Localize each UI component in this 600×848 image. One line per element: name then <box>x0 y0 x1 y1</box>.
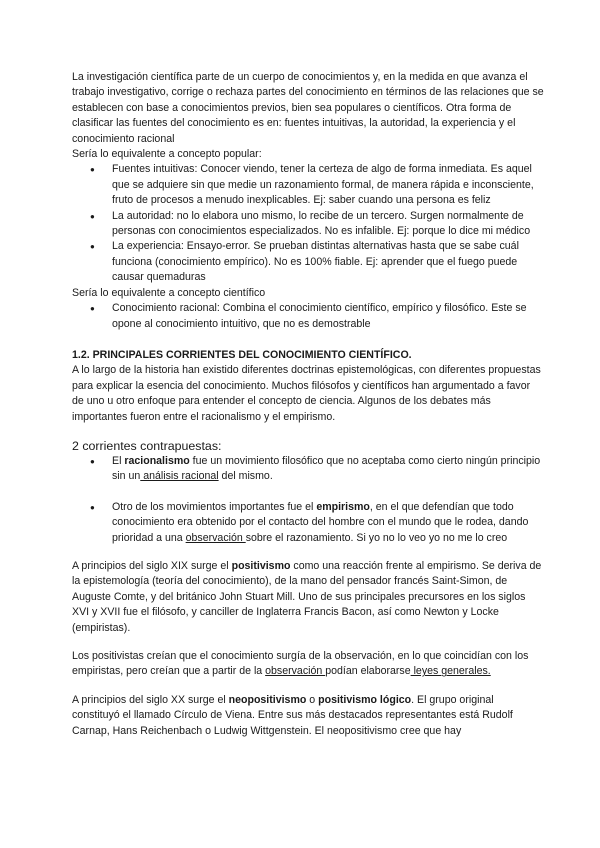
section-heading: 1.2. PRINCIPALES CORRIENTES DEL CONOCIMIENTO CIENTÍFICO. <box>72 348 412 361</box>
empiricism-item: ● Otro de los movimientos importantes fue el empirismo, en el que defendían que todo conocimiento era obtenido por el contacto del hombre con el mundo que le rodea, dando prioridad a una observación sobre el razonamiento. Si yo no lo veo yo no me lo creo <box>112 500 544 546</box>
rationalism-item: ● El racionalismo fue un movimiento filosófico que no aceptaba como cierto ningún principio sin un análisis racional del mismo. <box>112 454 544 485</box>
neopositivism-term: neopositivismo <box>228 693 307 706</box>
scientific-sources-list <box>72 301 544 332</box>
rational-analysis-term: análisis racional <box>140 470 219 483</box>
observation-term: observación <box>185 531 246 544</box>
positivists-paragraph: Los positivistas creían que el conocimiento surgía de la observación, en lo que coincidían con los empiristas, pero creían que a partir de la observación podían elaborarse leyes generales. <box>72 650 529 678</box>
observation-term: observación <box>265 665 326 678</box>
popular-sources-list <box>72 162 544 285</box>
epistemology-paragraph: A lo largo de la historia han existido diferentes doctrinas epistemológicas, con diferentes propuestas para explicar la esencia del conocimiento. Muchos filósofos y científicos han argumentado a favor de uno u otro enfoque para entender el concepto de ciencia. Algunos de los debates más importantes fueron entre el racionalismo y el empirismo. <box>72 364 541 423</box>
list-item: ● Fuentes intuitivas: Conocer viendo, tener la certeza de algo de forma inmediata. Es aquel que se adquiere sin que medie un razonamiento formal, de manera rápida e inconsciente, fruto de procesos a menudo inexplicables. Ej: saber cuando una persona es feliz <box>112 162 544 208</box>
positivism-term: positivismo <box>231 559 291 572</box>
rationalism-term: racionalismo <box>124 454 190 467</box>
currents-subheading: 2 corrientes contrapuestas: <box>72 438 222 453</box>
list-item: ● Conocimiento racional: Combina el conocimiento científico, empírico y filosófico. Este se opone al conocimiento intuitivo, que no es demostrable <box>112 301 544 332</box>
scientific-concept-label: Sería lo equivalente a concepto científico <box>72 286 266 299</box>
currents-list <box>72 454 544 546</box>
intro-paragraph: La investigación científica parte de un cuerpo de conocimientos y, en la medida en que avanza el trabajo investigativo, corrige o rechaza partes del conocimiento en términos de las relaciones que se establecen con base a conocimientos previos, bien sea populares o científicos. Otra forma de clasificar las fuentes del conocimiento es en: fuentes intuitivas, la autoridad, la experiencia y el conocimiento racional <box>72 71 544 145</box>
logical-positivism-term: positivismo lógico <box>318 693 412 706</box>
empiricism-term: empirismo <box>316 500 370 513</box>
positivism-paragraph: A principios del siglo XIX surge el positivismo como una reacción frente al empirismo. Se deriva de la epistemología (teoría del conocimiento), de la mano del pensador francés Saint-Simon, de Auguste Comte, y del británico John Stuart Mill. Uno de sus principales precursores en los siglos XVI y XVII fue el filósofo, y canciller de Inglaterra Francis Bacon, así como Newton y Locke (empiristas). <box>72 559 542 634</box>
popular-concept-label: Sería lo equivalente a concepto popular: <box>72 148 262 161</box>
neopositivism-paragraph: A principios del siglo XX surge el neopositivismo o positivismo lógico. El grupo original constituyó el llamado Círculo de Viena. Entre sus más destacados representantes está Rudolf Carnap, Hans Reichenbach o Ludwig Wittgenstein. El neopositivismo cree que hay <box>72 693 513 737</box>
general-laws-term: leyes generales. <box>410 665 491 678</box>
list-item: ● La autoridad: no lo elabora uno mismo, lo recibe de un tercero. Surgen normalmente de personas con conocimientos especializados. No es infalible. Ej: porque lo dice mi médico <box>112 209 544 240</box>
list-item: ● La experiencia: Ensayo-error. Se prueban distintas alternativas hasta que se sabe cuál funciona (conocimiento empírico). No es 100% fiable. Ej: aprender que el fuego puede causar quemaduras <box>112 239 544 285</box>
